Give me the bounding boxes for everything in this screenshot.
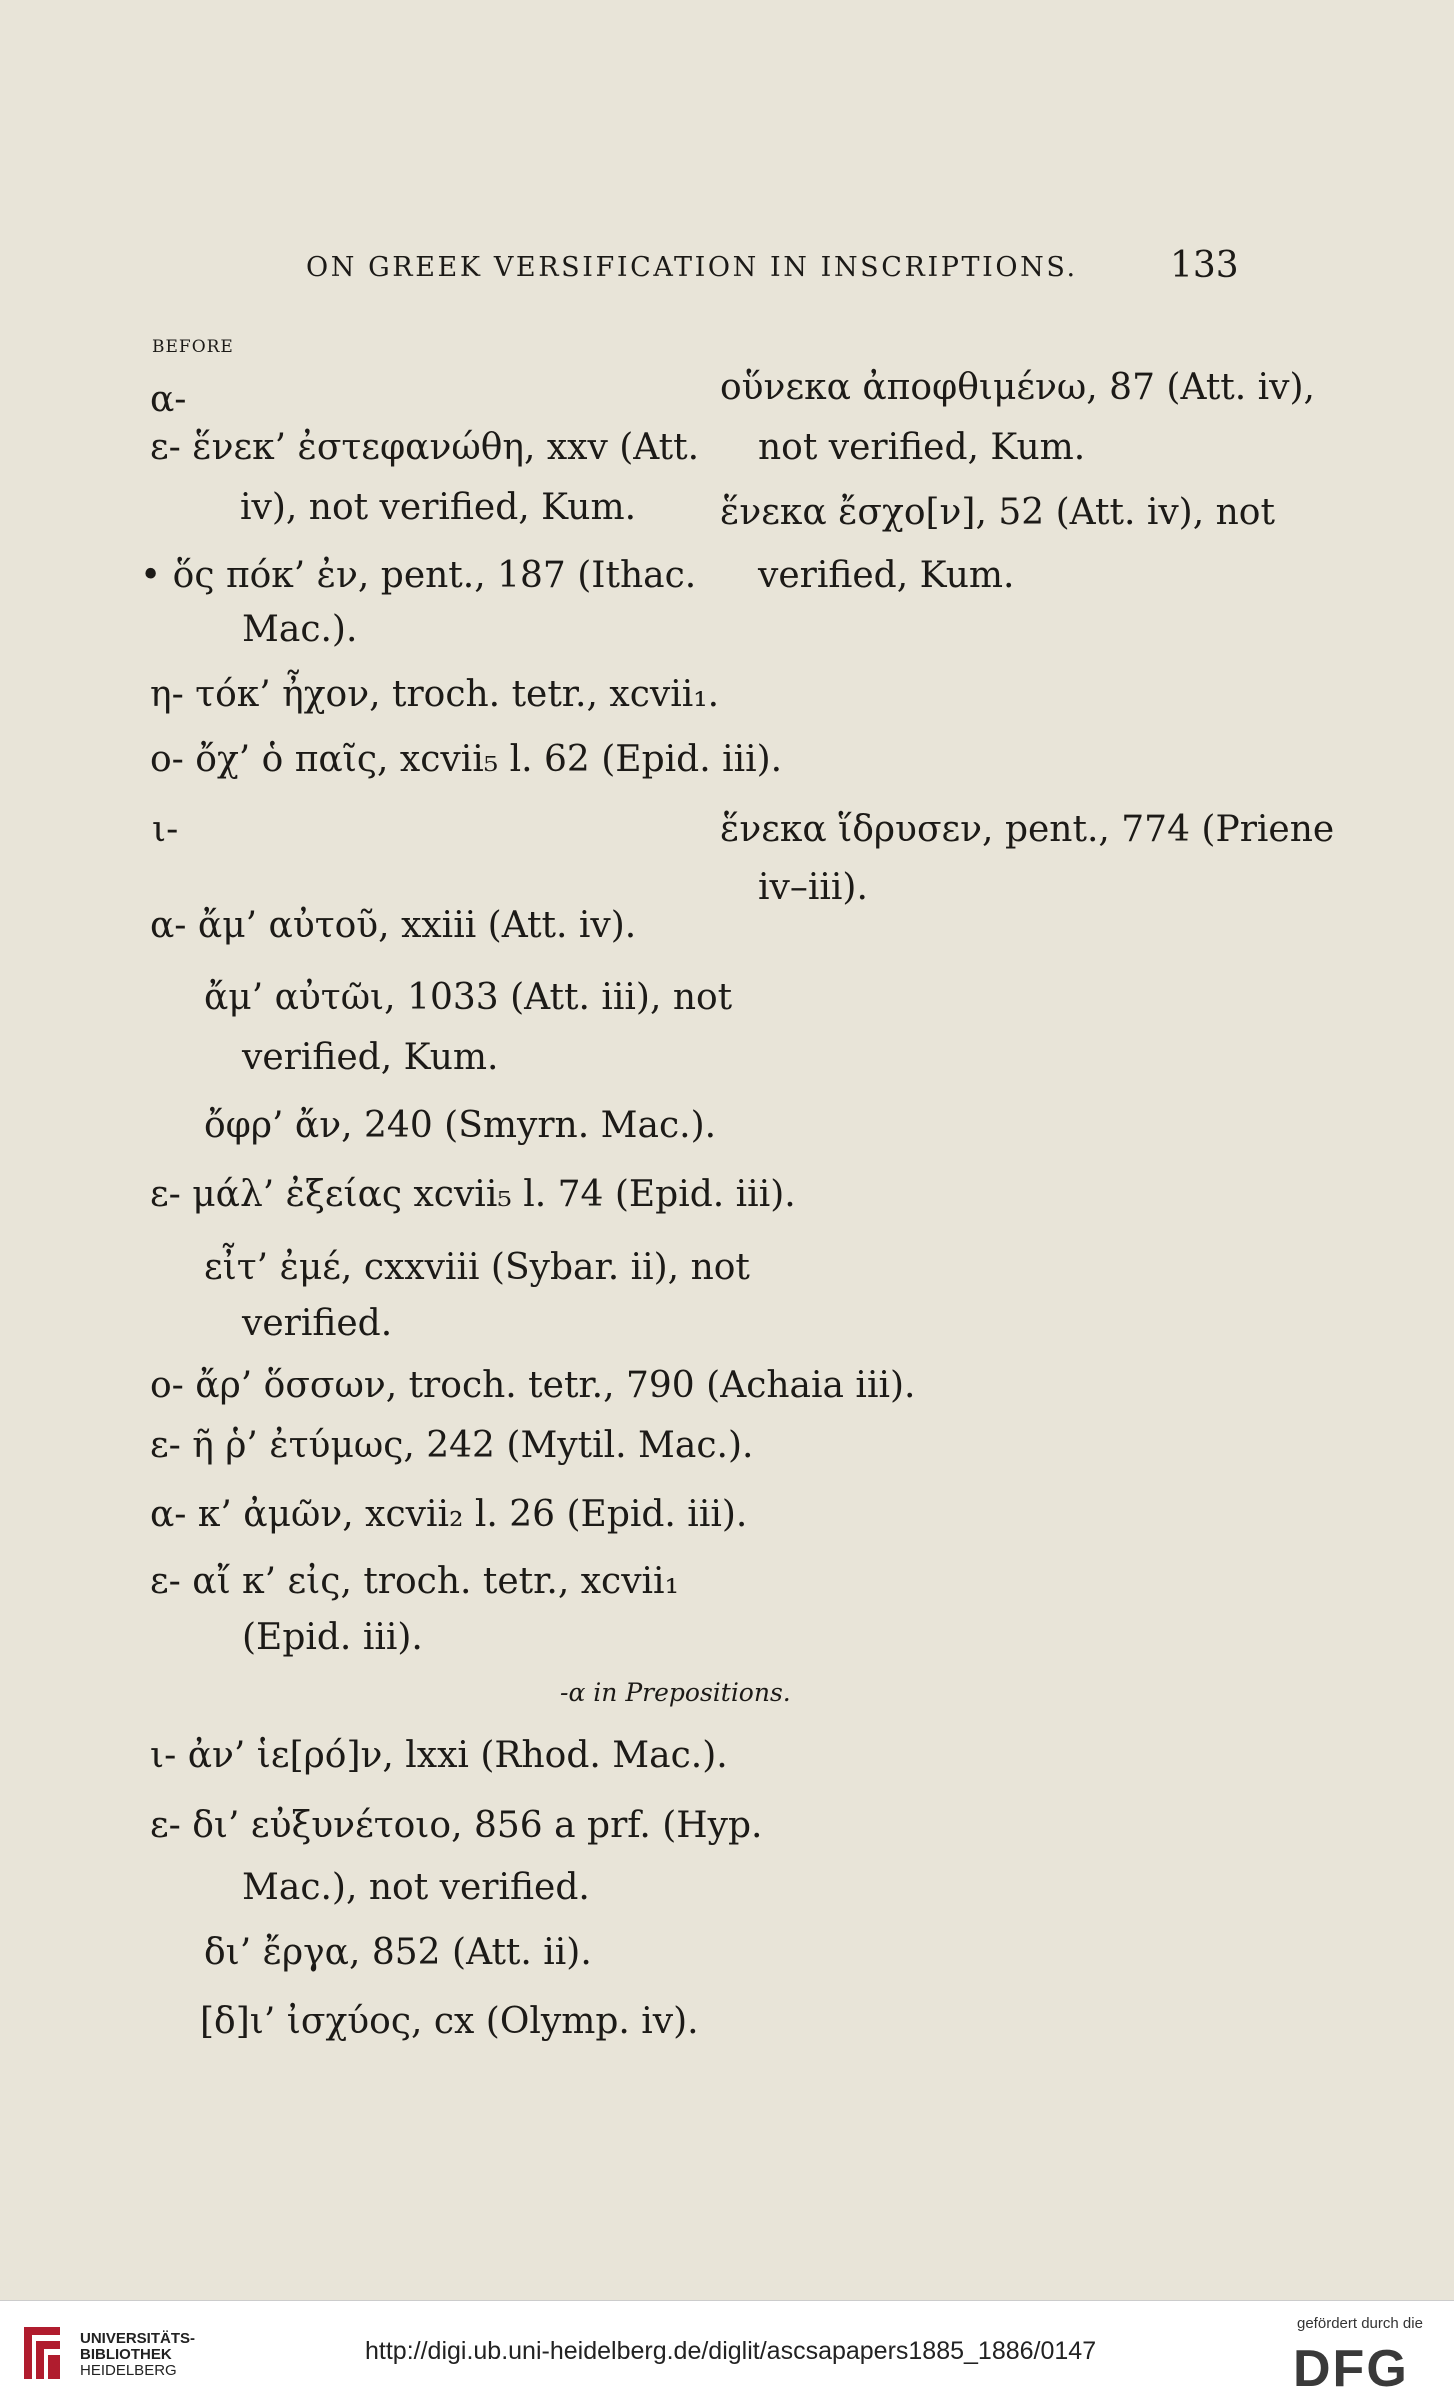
index-entry: ε- δι’ εὐξυνέτοιο, 856 a prf. (Hyp. [150,1805,763,1846]
index-entry: οὕνεκα ἀποφθιμένω, 87 (Att. iv), [720,367,1315,408]
index-entry: Mac.). [242,609,358,650]
index-entry: ὄφρ’ ἄν, 240 (Smyrn. Mac.). [204,1105,717,1146]
university-library-logo-icon[interactable] [16,2323,68,2383]
index-entry: Mac.), not verified. [242,1867,590,1908]
index-entry: η- τόκ’ ἦχον, troch. tetr., xcvii₁. [150,674,720,715]
index-entry: α- κ’ ἀμῶν, xcvii₂ l. 26 (Epid. iii). [150,1494,748,1535]
index-entry: ἕνεκα ἵδρυσεν, pent., 774 (Priene [720,809,1335,850]
index-entry: (Epid. iii). [242,1617,423,1658]
section-caption: -α in Prepositions. [560,1678,791,1707]
page-number: 133 [1170,245,1239,286]
index-entry: α- ἄμ’ αὐτοῦ, xxiii (Att. iv). [150,905,637,946]
university-library-name: UNIVERSITÄTS- BIBLIOTHEK HEIDELBERG [80,2330,196,2379]
index-entry: [δ]ι’ ἰσχύος, cx (Olymp. iv). [200,2001,699,2042]
section-label-before: BEFORE [152,337,234,357]
index-entry: • ὅς πόκ’ ἐν, pent., 187 (Ithac. [140,555,697,596]
source-url-link[interactable]: http://digi.ub.uni-heidelberg.de/diglit/ascsapapers1885_1886/0147 [365,2337,1097,2365]
index-entry: ι- [152,809,179,850]
index-entry: α- [150,379,187,420]
index-entry: iv), not verified, Kum. [240,487,637,528]
index-entry: ε- μάλ’ ἐξείας xcvii₅ l. 74 (Epid. iii). [150,1174,796,1215]
index-entry: ε- ῆ ῥ’ ἐτύμως, 242 (Mytil. Mac.). [150,1425,754,1466]
funder-caption: gefördert durch die [1297,2315,1423,2332]
index-entry: ε- αἴ κ’ εἰς, troch. tetr., xcvii₁ [150,1561,679,1602]
index-entry: ε- ἕνεκ’ ἐστεφανώθη, xxv (Att. [150,427,700,468]
index-entry: εἶτ’ ἐμέ, cxxviii (Sybar. ii), not [204,1247,750,1288]
dfg-logo[interactable]: DFG [1293,2340,1409,2398]
index-entry: ο- ὄχ’ ὁ παῖς, xcvii₅ l. 62 (Epid. iii). [150,739,783,780]
footer-bar [0,2300,1454,2406]
index-entry: δι’ ἔργα, 852 (Att. ii). [204,1932,592,1973]
index-entry: iv–iii). [758,867,868,908]
index-entry: ἕνεκα ἔσχο[ν], 52 (Att. iv), not [720,492,1275,533]
index-entry: verified, Kum. [242,1037,499,1078]
index-entry: verified, Kum. [758,555,1015,596]
index-entry: verified. [242,1303,393,1344]
index-entry: ἄμ’ αὐτῶι, 1033 (Att. iii), not [204,977,733,1018]
index-entry: ι- ἀν’ ἱε[ρό]ν, lxxi (Rhod. Mac.). [150,1735,728,1776]
index-entry: not verified, Kum. [758,427,1086,468]
running-head: ON GREEK VERSIFICATION IN INSCRIPTIONS. [306,252,1078,283]
index-entry: ο- ἄρ’ ὅσσων, troch. tetr., 790 (Achaia iii). [150,1365,916,1406]
